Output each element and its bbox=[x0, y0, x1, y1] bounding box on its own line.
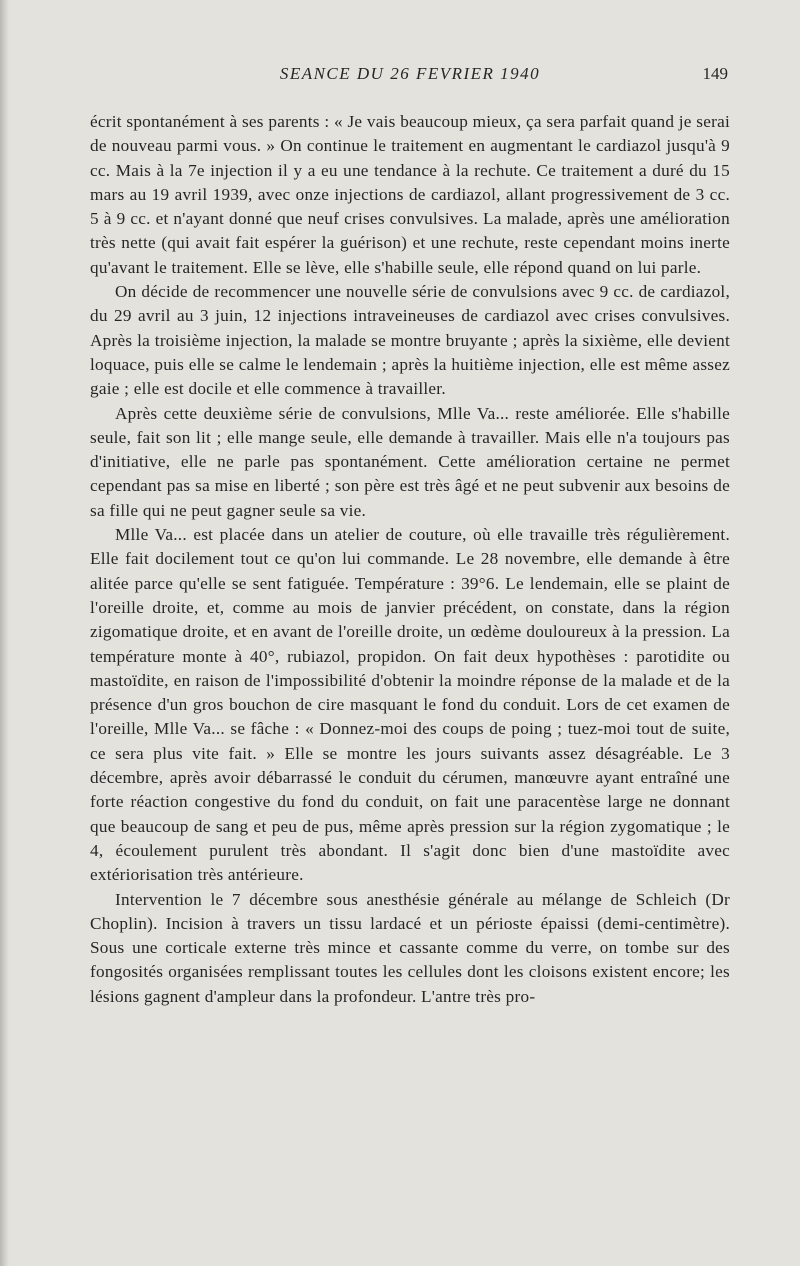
paragraph: écrit spontanément à ses parents : « Je vais beaucoup mieux, ça sera parfait quand je serai de nouveau parmi vous. » On continue le traitement en augmentant le cardiazol jusqu'à 9 cc. Mais à la 7e injection il y a eu une tendance à la rechute. Ce traitement a duré du 15 mars au 19 avril 1939, avec onze injections de cardiazol, allant progressivement de 3 cc. 5 à 9 cc. et n'ayant donné que neuf crises convulsives. La malade, après une amélioration très nette (qui avait fait espérer la guérison) et une rechute, reste cependant moins inerte qu'avant le traitement. Elle se lève, elle s'habille seule, elle répond quand on lui parle. bbox=[90, 112, 730, 277]
body-text bbox=[90, 110, 730, 1009]
page-number: 149 bbox=[702, 64, 728, 83]
paragraph: On décide de recommencer une nouvelle série de convulsions avec 9 cc. de cardiazol, du 29 avril au 3 juin, 12 injections intraveineuses de cardiazol avec crises convulsives. Après la troisième injection, la malade se montre bruyante ; après la sixième, elle devient loquace, puis elle se calme le lendemain ; après la huitième injection, elle est même assez gaie ; elle est docile et elle commence à travailler. bbox=[90, 282, 730, 399]
paragraph: Après cette deuxième série de convulsions, Mlle Va... reste améliorée. Elle s'habille seule, fait son lit ; elle mange seule, elle demande à travailler. Mais elle n'a toujours pas d'initiative, elle ne parle pas spontanément. Cette amélioration certaine ne permet cependant pas sa mise en liberté ; son père est très âgé et ne peut subvenir aux besoins de sa fille qui ne peut gagner seule sa vie. bbox=[90, 403, 730, 520]
paragraph: Intervention le 7 décembre sous anesthésie générale au mélange de Schleich (Dr Choplin). Incision à travers un tissu lardacé et un périoste épaissi (demi-centimètre). Sous une corticale externe très mince et cassante comme du verre, on tombe sur des fongosités organisées remplissant toutes les cellules dont les cloisons existent encore; les lésions gagnent d'ampleur dans la profondeur. L'antre très pro- bbox=[90, 889, 730, 1006]
paragraph: Mlle Va... est placée dans un atelier de couture, où elle travaille très régulièrement. Elle fait docilement tout ce qu'on lui commande. Le 28 novembre, elle demande à être alitée parce qu'elle se sent fatiguée. Température : 39°6. Le lendemain, elle se plaint de l'oreille droite, et, comme au mois de janvier précédent, on constate, dans la région zigomatique droite, et en avant de l'oreille droite, un œdème douloureux à la pression. La température monte à 40°, rubiazol, propidon. On fait deux hypothèses : parotidite ou mastoïdite, en raison de l'impossibilité d'obtenir la moindre réponse de la malade et de la présence d'un gros bouchon de cire masquant le fond du conduit. Lors de cet examen de l'oreille, Mlle Va... se fâche : « Donnez-moi des coups de poing ; tuez-moi tout de suite, ce sera plus vite fait. » Elle se montre les jours suivants assez désagréable. Le 3 décembre, après avoir débarrassé le conduit du cérumen, manœuvre ayant entraîné une forte réaction congestive du fond du conduit, on fait une paracentèse large ne donnant que beaucoup de sang et peu de pus, même après pression sur la région zygomatique ; le 4, écoulement purulent très abondant. Il s'agit donc bien d'une mastoïdite avec extériorisation très antérieure. bbox=[90, 525, 730, 885]
page-header bbox=[92, 64, 728, 90]
running-title: SEANCE DU 26 FEVRIER 1940 bbox=[279, 64, 541, 83]
